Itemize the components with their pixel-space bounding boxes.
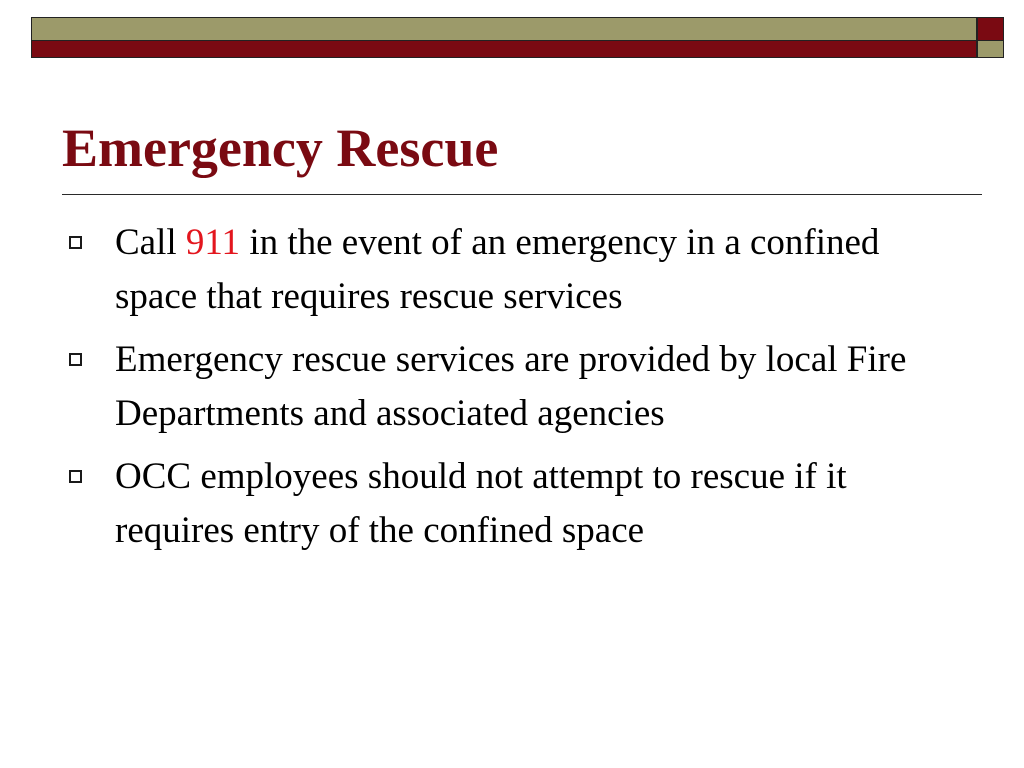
slide-title: Emergency Rescue [62,118,499,178]
emergency-number: 911 [185,222,241,263]
bullet-text-before: Call [115,222,186,263]
bullet-item-rescue-services [62,333,962,441]
bullet-item-occ-employees [62,450,962,558]
bullet-text: Emergency rescue services are provided by local Fire Departments and associated agencies [115,339,907,434]
hollow-square-icon [69,236,82,249]
header-bar-maroon [31,41,977,58]
bullet-list [62,216,962,567]
hollow-square-icon [69,353,82,366]
header-square-olive [977,41,1004,58]
title-divider [62,194,982,195]
hollow-square-icon [69,470,82,483]
bullet-text: OCC employees should not attempt to rescue if it requires entry of the confined space [115,456,847,551]
bullet-text-after: in the event of an emergency in a confined space that requires rescue services [115,222,880,317]
header-square-maroon [977,17,1004,41]
bullet-item-call-911 [62,216,962,324]
header-bar-olive [31,17,977,41]
